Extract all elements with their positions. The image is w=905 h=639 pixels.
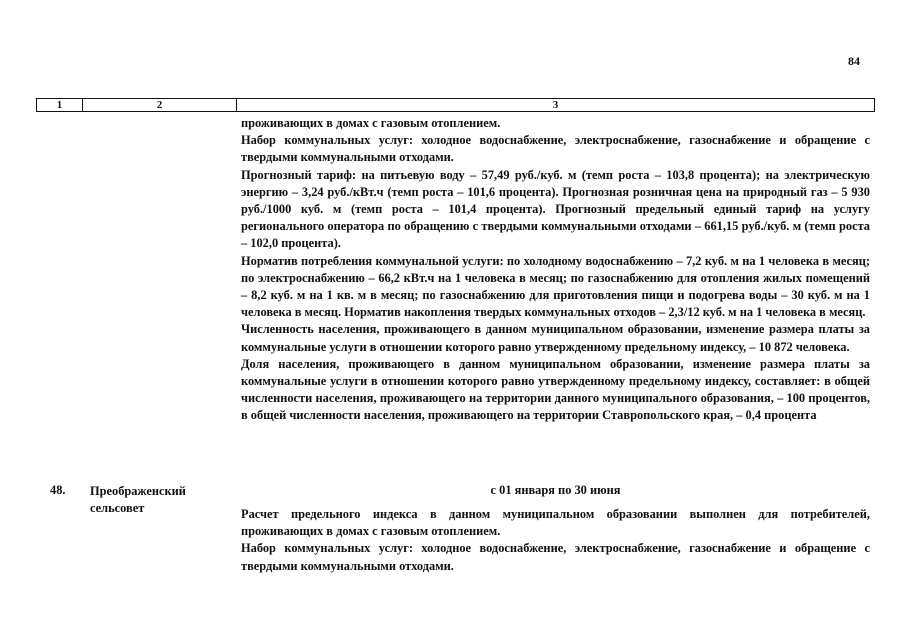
municipality-name: Преображенский сельсовет (90, 484, 186, 515)
row-number: 48. (50, 483, 66, 497)
header-col-3: 3 (552, 99, 559, 111)
period-heading: с 01 января по 30 июня (490, 483, 621, 497)
table-header-row (36, 98, 875, 112)
header-col-2: 2 (83, 99, 237, 111)
paragraph: Норматив потребления коммунальной услуги: по холодному водоснабжению – 7,2 куб. м на 1 человека в месяц; по электроснабжению – 66,2 кВт.ч на 1 человека в месяц; по газоснабжению для отопления жилых помещений – 8,2 куб. м на 1 кв. м в месяц; по газоснабжению для приготовления пищи и подогрева воды – 30 куб. м на 1 человека в месяц. Норматив накопления твердых коммунальных отходов – 2,3/12 куб. м на 1 человека в месяц. (241, 253, 870, 320)
row-48-content (241, 506, 870, 575)
page-number: 84 (848, 54, 860, 68)
paragraph: проживающих в домах с газовым отоплением. (241, 116, 501, 130)
paragraph: Доля населения, проживающего в данном муниципальном образовании, изменение размера платы за коммунальные услуги в отношении которого равно утвержденному предельному индексу, составляет: в общей численности населения, проживающего на территории данного муниципального образования, – 100 процентов, в общей численности населения, проживающего на территории Ставропольского края, – 0,4 процента (241, 356, 870, 423)
paragraph: Набор коммунальных услуг: холодное водоснабжение, электроснабжение, газоснабжение и обращение с твердыми коммунальными отходами. (241, 133, 870, 165)
paragraph: Набор коммунальных услуг: холодное водоснабжение, электроснабжение, газоснабжение и обращение с твердыми коммунальными отходами. (241, 541, 870, 573)
continued-row-content (241, 115, 870, 425)
header-col-1: 1 (37, 99, 83, 111)
paragraph: Прогнозный тариф: на питьевую воду – 57,49 руб./куб. м (темп роста – 103,8 процента); на электрическую энергию – 3,24 руб./кВт.ч (темп роста – 101,6 процента). Прогнозная розничная цена на природный газ – 5 930 руб./1000 куб. м (темп роста – 101,4 процента). Прогнозный предельный единый тариф на услугу регионального оператора по обращению с твердыми коммунальными отходами – 661,15 руб./куб. м (темп роста – 102,0 процента). (241, 167, 870, 251)
paragraph: Расчет предельного индекса в данном муниципальном образовании выполнен для потребителей, проживающих в домах с газовым отоплением. (241, 507, 870, 539)
paragraph: Численность населения, проживающего в данном муниципальном образовании, изменение размера платы за коммунальные услуги в отношении которого равно утвержденному предельному индексу, – 10 872 человека. (241, 322, 870, 354)
